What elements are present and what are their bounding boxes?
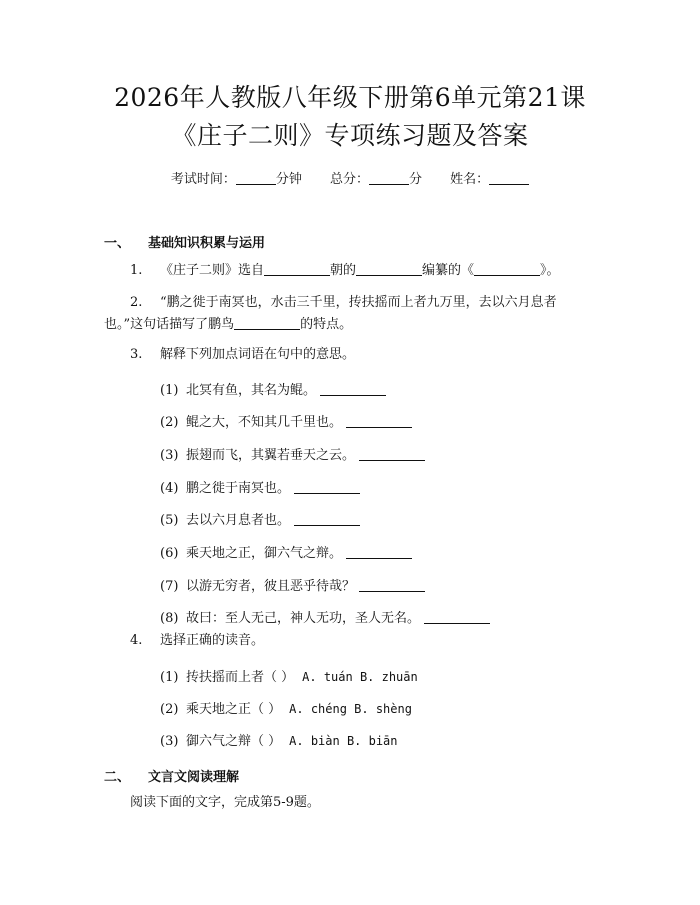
item-text: 乘天地之正（ ） [186,702,282,717]
answer-blank[interactable] [356,261,422,276]
q4-item [160,698,412,717]
q3-item [160,379,386,398]
item-number: (4) [160,481,179,496]
section-heading-1 [104,232,265,251]
answer-blank[interactable] [264,261,330,276]
answer-blank[interactable] [474,261,540,276]
answer-blank[interactable] [359,446,425,461]
question-number: 3. [130,347,143,362]
item-text: 御六气之辩（ ） [186,734,282,749]
item-text: 乘天地之正，御六气之辩。 [186,546,343,561]
item-number: (5) [160,513,179,528]
time-label: 考试时间： [170,172,236,187]
section-number: 一、 [104,236,131,251]
item-number: (7) [160,579,179,594]
question-3 [130,342,355,368]
answer-blank[interactable] [424,609,490,624]
question-text: “鹏之徙于南冥也，水击三千里，抟扶摇而上者九万里，去以六月息者 [160,295,557,310]
item-number: (3) [160,734,179,749]
name-label: 姓名： [450,172,490,187]
time-blank[interactable] [236,170,276,185]
question-number: 2. [130,295,143,310]
question-text: 的特点。 [300,317,353,332]
item-options: A. biàn B. biān [289,734,398,748]
answer-blank[interactable] [359,577,425,592]
item-number: (2) [160,702,179,717]
question-2-continued [104,312,352,338]
question-text: 》。 [540,263,560,278]
question-text: 选择正确的读音。 [160,633,265,648]
q3-item [160,509,360,528]
section-heading-2 [104,766,239,785]
score-field [330,172,422,187]
question-text: 编纂的《 [422,263,475,278]
item-options: A. chéng B. shèng [289,702,412,716]
item-number: (1) [160,670,179,685]
section-number: 二、 [104,770,131,785]
question-4 [130,628,264,654]
question-1 [130,258,560,284]
item-text: 故曰：至人无己，神人无功，圣人无名。 [186,611,421,626]
item-text: 抟扶摇而上者（ ） [186,670,295,685]
q4-item [160,730,398,749]
question-text: 也。”这句话描写了鹏鸟 [104,317,235,332]
answer-blank[interactable] [294,511,360,526]
score-blank[interactable] [369,170,409,185]
q3-item [160,607,490,626]
reading-intro: 阅读下面的文字，完成第5-9题。 [130,795,320,810]
score-unit: 分 [409,172,423,187]
exam-info [0,168,700,187]
answer-blank[interactable] [346,544,412,559]
q4-item [160,666,418,685]
question-text: 朝的 [330,263,357,278]
time-unit: 分钟 [275,172,302,187]
item-text: 鹏之徙于南冥也。 [186,481,291,496]
section-title: 基础知识积累与运用 [148,236,266,251]
item-number: (6) [160,546,179,561]
name-field [450,172,529,187]
time-field [171,172,302,187]
score-label: 总分： [329,172,369,187]
item-text: 振翅而飞，其翼若垂天之云。 [186,448,356,463]
item-number: (2) [160,415,179,430]
item-number: (8) [160,611,179,626]
name-blank[interactable] [489,170,529,185]
q3-item [160,444,425,463]
answer-blank[interactable] [294,479,360,494]
q3-item [160,411,412,430]
question-text: 《庄子二则》选自 [160,263,265,278]
answer-blank[interactable] [346,413,412,428]
item-text: 以游无穷者，彼且恶乎待哉？ [186,579,356,594]
item-text: 鲲之大，不知其几千里也。 [186,415,343,430]
section-title: 文言文阅读理解 [148,770,240,785]
question-number: 4. [130,633,143,648]
item-number: (3) [160,448,179,463]
answer-blank[interactable] [320,381,386,396]
item-number: (1) [160,383,179,398]
q3-item [160,477,360,496]
page-title-line1: 2026年人教版八年级下册第6单元第21课 [114,83,586,112]
item-options: A. tuán B. zhuān [302,670,418,684]
page-title-line2: 《庄子二则》专项练习题及答案 [171,121,529,150]
item-text: 北冥有鱼，其名为鲲。 [186,383,317,398]
question-text: 解释下列加点词语在句中的意思。 [160,347,356,362]
item-text: 去以六月息者也。 [186,513,291,528]
question-number: 1. [130,263,143,278]
q3-item [160,575,425,594]
answer-blank[interactable] [234,315,300,330]
q3-item [160,542,412,561]
